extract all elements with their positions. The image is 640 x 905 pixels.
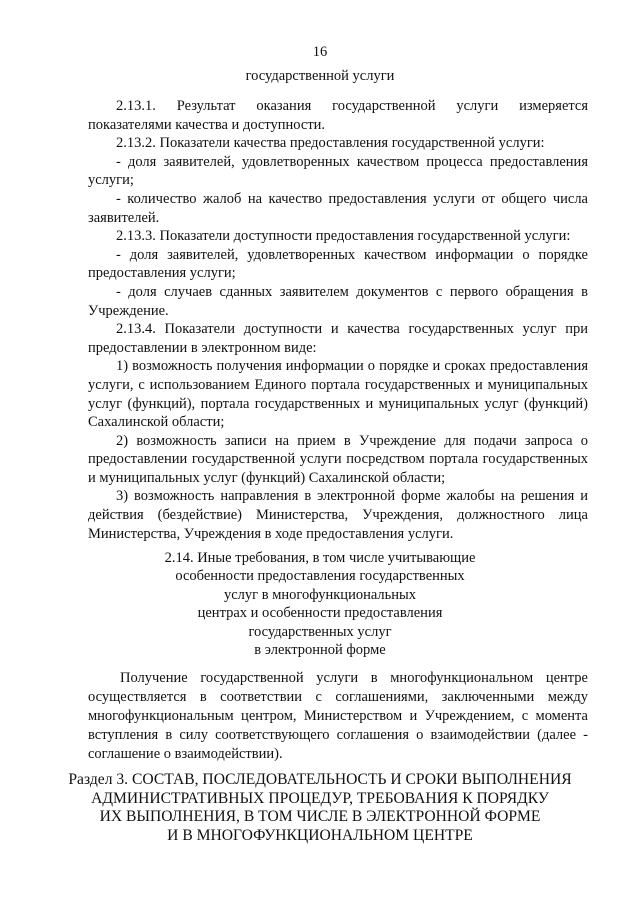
chapter-heading-line: ИХ ВЫПОЛНЕНИЯ, В ТОМ ЧИСЛЕ В ЭЛЕКТРОННОЙ ФОРМЕ [99, 808, 541, 826]
accessibility-indicator-2: - доля случаев сданных заявителем документов с первого обращения в Учреждение. [88, 283, 588, 319]
quality-indicator-1: - доля заявителей, удовлетворенных качеством процесса предоставления услуги; [88, 153, 588, 189]
continuation-line: государственной услуги [245, 68, 395, 84]
mfc-paragraph: Получение государственной услуги в многофункциональном центре осуществляется в соответствии с соглашениями, заключенными между многофункциональным центром, Министерством и Учреждением, с момента вступления в силу соответствующего соглашения о взаимодействии (далее - соглашение о взаимодействии). [88, 670, 588, 762]
chapter-heading-line: И В МНОГОФУНКЦИОНАЛЬНОМ ЦЕНТРЕ [167, 826, 473, 844]
electronic-indicator-3: 3) возможность направления в электронной форме жалобы на решения и действия (бездействие) Министерства, Учреждения, должностного лица Министерства, Учреждения в ходе предоставления услуги. [88, 488, 588, 542]
paragraph-2-13-2: 2.13.2. Показатели качества предоставления государственной услуги: [116, 135, 545, 152]
chapter-heading-line: АДМИНИСТРАТИВНЫХ ПРОЦЕДУР, ТРЕБОВАНИЯ К ПОРЯДКУ [91, 789, 549, 807]
electronic-indicator-2: 2) возможность записи на прием в Учреждение для подачи запроса о предоставлении государственной услуги посредством портала государственных и муниципальных услуг (функций) Сахалинской области; [88, 432, 588, 486]
paragraph-2-13-3: 2.13.3. Показатели доступности предоставления государственной услуги: [116, 228, 571, 245]
paragraph-2-13-1: 2.13.1. Результат оказания государственной услуги измеряется показателями качества и доступности. [88, 98, 588, 133]
heading-line: особенности предоставления государственных [175, 568, 465, 585]
heading-line: в электронной форме [254, 642, 386, 659]
electronic-indicator-1: 1) возможность получения информации о порядке и сроках предоставления услуги, с использованием Единого портала государственных и муниципальных услуг (функций), портала государственных и муниципальных услуг (функций) Сахалинской области; [88, 358, 588, 431]
section-2-13-text [88, 97, 588, 543]
heading-line: 2.14. Иные требования, в том числе учитывающие [164, 550, 476, 566]
quality-indicator-2: - количество жалоб на качество предоставления услуги от общего числа заявителей. [88, 190, 588, 226]
paragraph-2-13-4: 2.13.4. Показатели доступности и качества государственных услуг при предоставлении в электронном виде: [88, 321, 588, 356]
heading-line: государственных услуг [248, 623, 392, 640]
chapter-heading-line: Раздел 3. СОСТАВ, ПОСЛЕДОВАТЕЛЬНОСТЬ И СРОКИ ВЫПОЛНЕНИЯ [68, 771, 572, 788]
section-2-14-heading [0, 549, 640, 659]
accessibility-indicator-1: - доля заявителей, удовлетворенных качеством информации о порядке предоставления услуги; [88, 246, 588, 282]
page-number: 16 [312, 44, 328, 60]
heading-line: услуг в многофункциональных [223, 586, 417, 603]
section-2-14-text [88, 669, 588, 764]
heading-line: центрах и особенности предоставления [197, 605, 443, 622]
section-3-heading [0, 771, 640, 845]
